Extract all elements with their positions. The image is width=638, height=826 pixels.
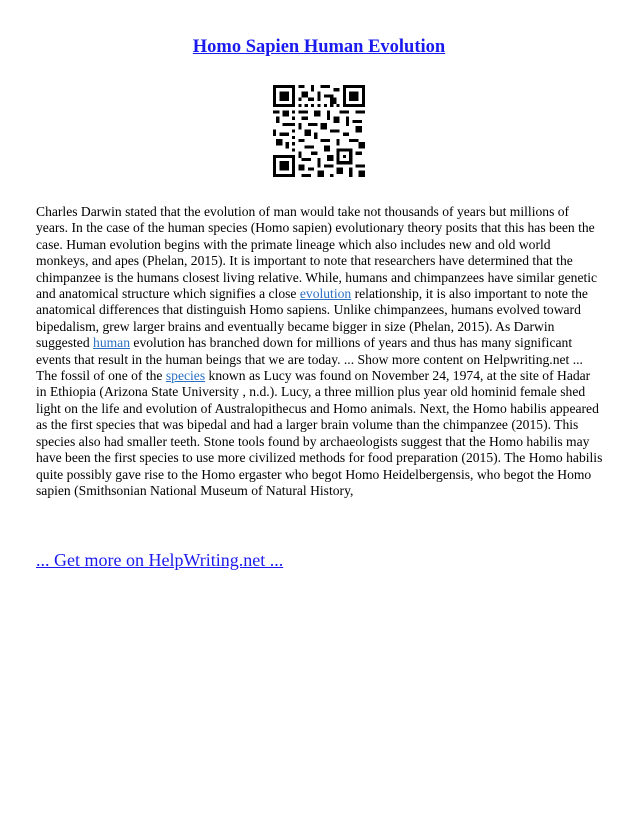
paragraph-2-text-a: The fossil of one of the [36, 368, 166, 384]
get-more-link[interactable]: ... Get more on HelpWriting.net ... [36, 550, 284, 570]
evolution-link[interactable]: evolution [299, 286, 352, 302]
page-title [0, 36, 638, 58]
species-link[interactable]: species [165, 368, 206, 384]
human-link[interactable]: human [93, 335, 131, 351]
paragraph-2 [36, 368, 604, 499]
paragraph-1-text-a: Charles Darwin stated that the evolution of man would take not thousands of years but millions of years. In the case of the human species (Homo sapien) evolutionary theory posits that this has been the case. Human evolution begins with the primate lineage which also includes new and old world monkeys, and apes (Phelan, 2015). It is important to note that researchers have determined that the chimpanzee is the humans closest living relative. While, humans and chimpanzees have similar genetic and anatomical structure which signifies a close [36, 204, 598, 302]
title-link[interactable]: Homo Sapien Human Evolution [192, 37, 446, 57]
paragraph-1 [36, 204, 604, 368]
qr-code-icon [273, 85, 365, 177]
paragraph-1-text-b: relationship, it is also important to note the anatomical differences that distinguish Homo sapiens. Unlike chimpanzees, humans evolved toward bipedalism, grew larger brains and eventually became bigger in size (Phelan, 2015). As Darwin suggested [36, 286, 588, 351]
article-body [36, 204, 604, 499]
paragraph-2-text-b: known as Lucy was found on November 24, 1974, at the site of Hadar in Ethiopia (Arizona State University , n.d.). Lucy, a three million plus year old hominid female shed light on the life and evolution of Australopithecus and Homo animals. Next, the Homo habilis appeared as the first species that was bipedal and had a larger brain volume than the chimpanzee (2015). This species also had smaller teeth. Stone tools found by archaeologists suggest that the Homo habilis may have been the first species to use more civilized methods for food preparation (2015). The Homo habilis quite possibly gave rise to the Homo ergaster who begot Homo Heidelbergensis, who begot the Homo sapien (Smithsonian National Museum of Natural History, [36, 368, 603, 498]
paragraph-1-text-c: evolution has branched down for millions of years and thus has many significant events that result in the human beings that we are today. ... Show more content on Helpwriting.net ... [36, 335, 583, 367]
